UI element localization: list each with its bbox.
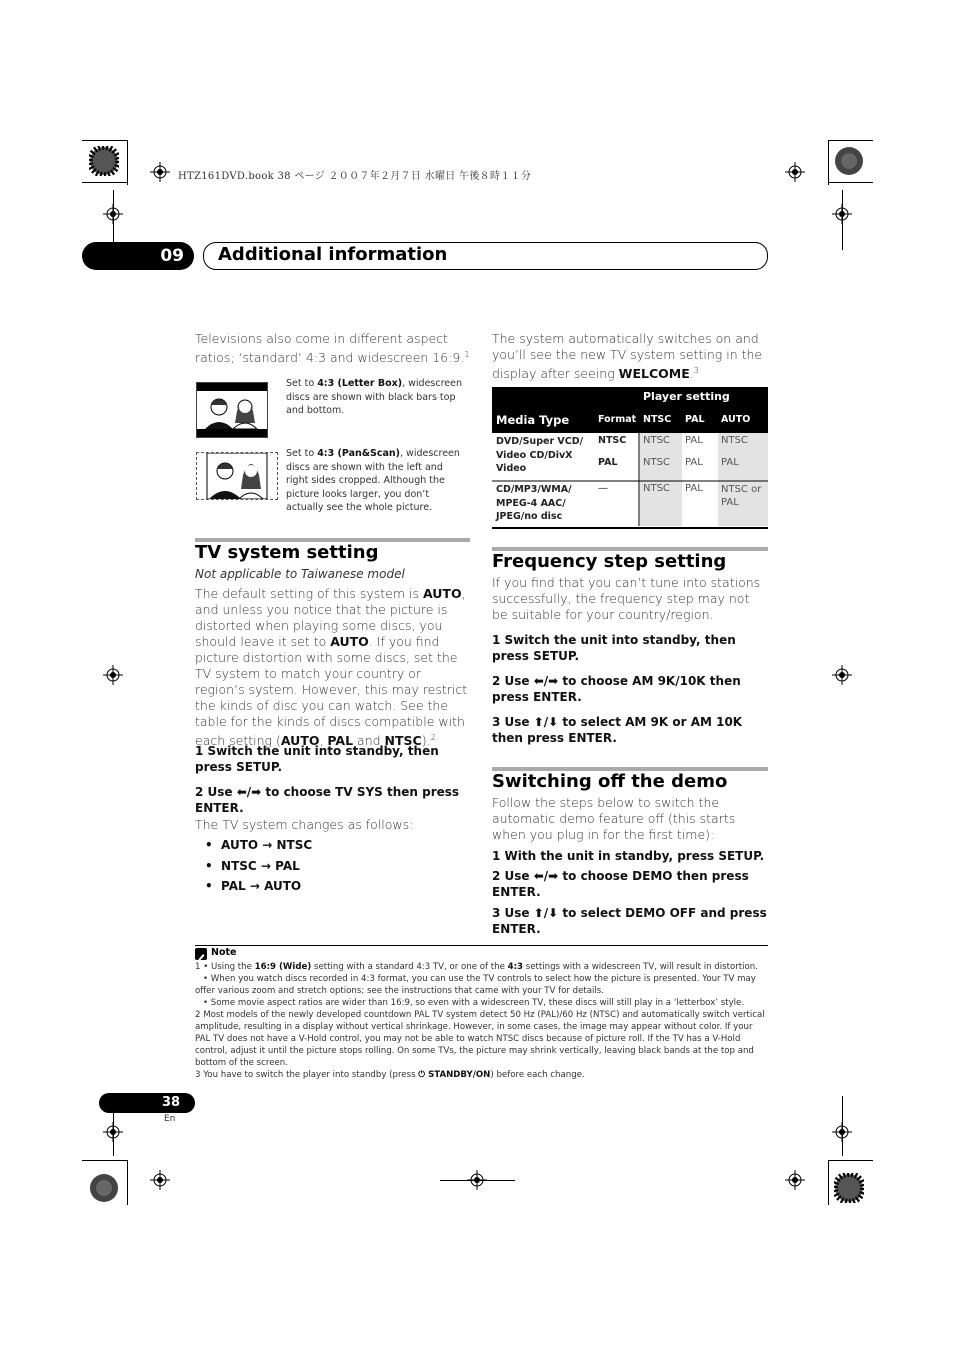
page-language: En bbox=[164, 1114, 176, 1124]
footnote-2: 2 Most models of the newly developed countdown PAL TV system detect 50 Hz (PAL)/60 Hz (NTSC) and automatically switch vertical amplitude, resulting in a display without vertical shrinkage. However, in some cases, the image may appear without color. If your PAL TV does not have a V-Hold control, you may not be able to watch NTSC discs because of picture roll. If the TV has a V-Hold control, adjust it until the picture stops rolling. On some TVs, the picture may shrink vertically, leaving black bands at the top and bottom of the screen. bbox=[195, 1010, 765, 1068]
table-cell-pal: PAL bbox=[685, 435, 703, 446]
intro-paragraph: Televisions also come in different aspect ratios; ‘standard’ 4:3 and widescreen 16:9.$^1$ bbox=[195, 331, 470, 366]
arrow-up-down-icon: ⬆/⬇ bbox=[533, 715, 559, 729]
crop-line bbox=[440, 1180, 515, 1181]
table-cell-pal: PAL bbox=[685, 457, 703, 468]
arrow-left-right-icon: ⬅/➡ bbox=[533, 869, 559, 883]
page-number: 38 bbox=[162, 1095, 181, 1110]
registration-target-icon bbox=[150, 162, 170, 182]
registration-target-icon bbox=[103, 204, 123, 224]
rosette-icon bbox=[834, 1173, 864, 1203]
tv-system-subtitle: Not applicable to Taiwanese model bbox=[195, 567, 405, 581]
letterbox-description: Set to 4:3 (Letter Box), widescreen discs are shown with black bars top and bottom. bbox=[286, 378, 463, 416]
note-rule bbox=[195, 945, 768, 946]
tv-system-bullet: • NTSC → PAL bbox=[205, 859, 300, 873]
demo-title: Switching off the demo bbox=[492, 771, 728, 792]
frequency-step-1: 1 Switch the unit into standby, then press SETUP. bbox=[492, 633, 736, 663]
arrow-left-right-icon: ⬅/➡ bbox=[533, 674, 559, 688]
table-cell-ntsc: NTSC bbox=[643, 435, 670, 446]
tv-system-changes: The TV system changes as follows: bbox=[195, 817, 414, 832]
letterbox-tv-image bbox=[196, 382, 268, 438]
table-cell-ntsc: NTSC bbox=[643, 457, 670, 468]
note-icon bbox=[195, 948, 207, 960]
ntsc-header: NTSC bbox=[643, 414, 672, 425]
format-header: Format bbox=[598, 414, 637, 425]
frequency-step-2: 2 Use ⬅/➡ to choose AM 9K/10K then press ENTER. bbox=[492, 674, 741, 704]
tv-system-title: TV system setting bbox=[195, 542, 379, 563]
auto-header: AUTO bbox=[721, 414, 751, 425]
table-cell-ntsc: NTSC bbox=[643, 483, 670, 494]
table-cell-auto: NTSC or PAL bbox=[721, 484, 762, 508]
panscan-description: Set to 4:3 (Pan&Scan), widescreen discs are shown with the left and right sides cropped. Although the picture looks larger, you don’t actually see the whole picture. bbox=[286, 448, 460, 513]
right-intro-paragraph: The system automatically switches on and you’ll see the new TV system setting in the display after seeing WELCOME.$^3$ bbox=[492, 331, 763, 382]
registration-target-icon bbox=[832, 1122, 852, 1142]
arrow-up-down-icon: ⬆/⬇ bbox=[533, 906, 559, 920]
rosette-icon bbox=[89, 146, 119, 176]
tv-system-step-2: 2 Use ⬅/➡ to choose TV SYS then press ENTER. bbox=[195, 785, 460, 815]
tv-system-bullet: • AUTO → NTSC bbox=[205, 838, 313, 852]
frequency-paragraph: If you find that you can’t tune into stations successfully, the frequency step may not be suitable for your country/region. bbox=[492, 575, 761, 622]
registration-target-icon bbox=[785, 162, 805, 182]
table-cell-format: NTSC bbox=[598, 435, 627, 446]
note-label: Note bbox=[211, 947, 237, 958]
rosette-icon bbox=[834, 146, 864, 176]
registration-target-icon bbox=[785, 1170, 805, 1190]
table-cell-auto: NTSC bbox=[721, 435, 748, 446]
registration-target-icon bbox=[832, 665, 852, 685]
table-cell-media: DVD/Super VCD/ Video CD/DivX Video bbox=[496, 436, 584, 474]
table-cell-pal: PAL bbox=[685, 483, 703, 494]
demo-step-1: 1 With the unit in standby, press SETUP. bbox=[492, 849, 765, 863]
table-cell-media: CD/MP3/WMA/ MPEG-4 AAC/ JPEG/no disc bbox=[496, 484, 572, 522]
tv-system-paragraph: The default setting of this system is AUTO, and unless you notice that the picture is distorted when playing some discs, you should leave it set to AUTO. If you find picture distortion with some discs, set the TV system to match your country or region’s system. However, this may restrict the kinds of disc you can watch. See the table for the kinds of discs compatible with each setting (AUTO, PAL and NTSC).$^2$ bbox=[195, 586, 468, 749]
pal-header: PAL bbox=[685, 414, 705, 425]
registration-target-icon bbox=[103, 1122, 123, 1142]
tv-system-bullet: • PAL → AUTO bbox=[205, 879, 302, 893]
registration-target-icon bbox=[103, 665, 123, 685]
frequency-title: Frequency step setting bbox=[492, 551, 727, 572]
chapter-number-badge: 09 bbox=[82, 242, 194, 270]
demo-paragraph: Follow the steps below to switch the automatic demo feature off (this starts when you plug in for the first time): bbox=[492, 795, 736, 842]
player-setting-header: Player setting bbox=[643, 390, 730, 403]
print-header: HTZ161DVD.book 38 ページ ２００７年２月７日 水曜日 午後８時１１分 bbox=[178, 171, 532, 182]
registration-target-icon bbox=[832, 204, 852, 224]
panscan-tv-image bbox=[196, 452, 278, 500]
page-number-badge bbox=[99, 1093, 195, 1113]
media-type-header: Media Type bbox=[496, 413, 570, 427]
table-cell-format: PAL bbox=[598, 457, 618, 468]
table-cell-auto: PAL bbox=[721, 457, 739, 468]
tv-system-step-1: 1 Switch the unit into standby, then press SETUP. bbox=[195, 744, 439, 774]
rosette-icon bbox=[89, 1173, 119, 1203]
registration-target-icon bbox=[150, 1170, 170, 1190]
demo-step-3: 3 Use ⬆/⬇ to select DEMO OFF and press ENTER. bbox=[492, 906, 767, 936]
footnote-1: 1 • Using the 16:9 (Wide) setting with a standard 4:3 TV, or one of the 4:3 settings with a widescreen TV, will result in distortion. • When you watch discs recorded in 4:3 format, you can use the TV controls to select how the picture is presented. Your TV may offer various zoom and stretch options; see the instructions that came with your TV for details. • Some movie aspect ratios are wider than 16:9, so even with a widescreen TV, these discs will still play in a ‘letterbox’ style. 2 Most models of the newly developed countdown PAL TV system detect 50 Hz (PAL)/60 Hz (NTSC) and automatically switch vertical amplitude, resulting in a display without vertical shrinkage. However, in some cases, the image may appear without color. If your PAL TV does not have a V-Hold control, you may not be able to watch NTSC discs because of picture roll. If the TV has a V-Hold control, adjust it until the picture stops rolling. On some TVs, the picture may shrink vertically, leaving black bands at the top and bottom of the screen. 3 You have to switch the player into standby (press ⏻ STANDBY/ON) before each change. bbox=[195, 961, 768, 1081]
footnote-3: 3 You have to switch the player into standby (press ⏻ STANDBY/ON) before each change. bbox=[195, 1070, 585, 1080]
table-cell-format: — bbox=[598, 483, 608, 494]
frequency-step-3: 3 Use ⬆/⬇ to select AM 9K or AM 10K then press ENTER. bbox=[492, 715, 743, 745]
chapter-title: Additional information bbox=[218, 244, 448, 265]
demo-step-2: 2 Use ⬅/➡ to choose DEMO then press ENTER. bbox=[492, 869, 749, 899]
arrow-left-right-icon: ⬅/➡ bbox=[236, 785, 262, 799]
